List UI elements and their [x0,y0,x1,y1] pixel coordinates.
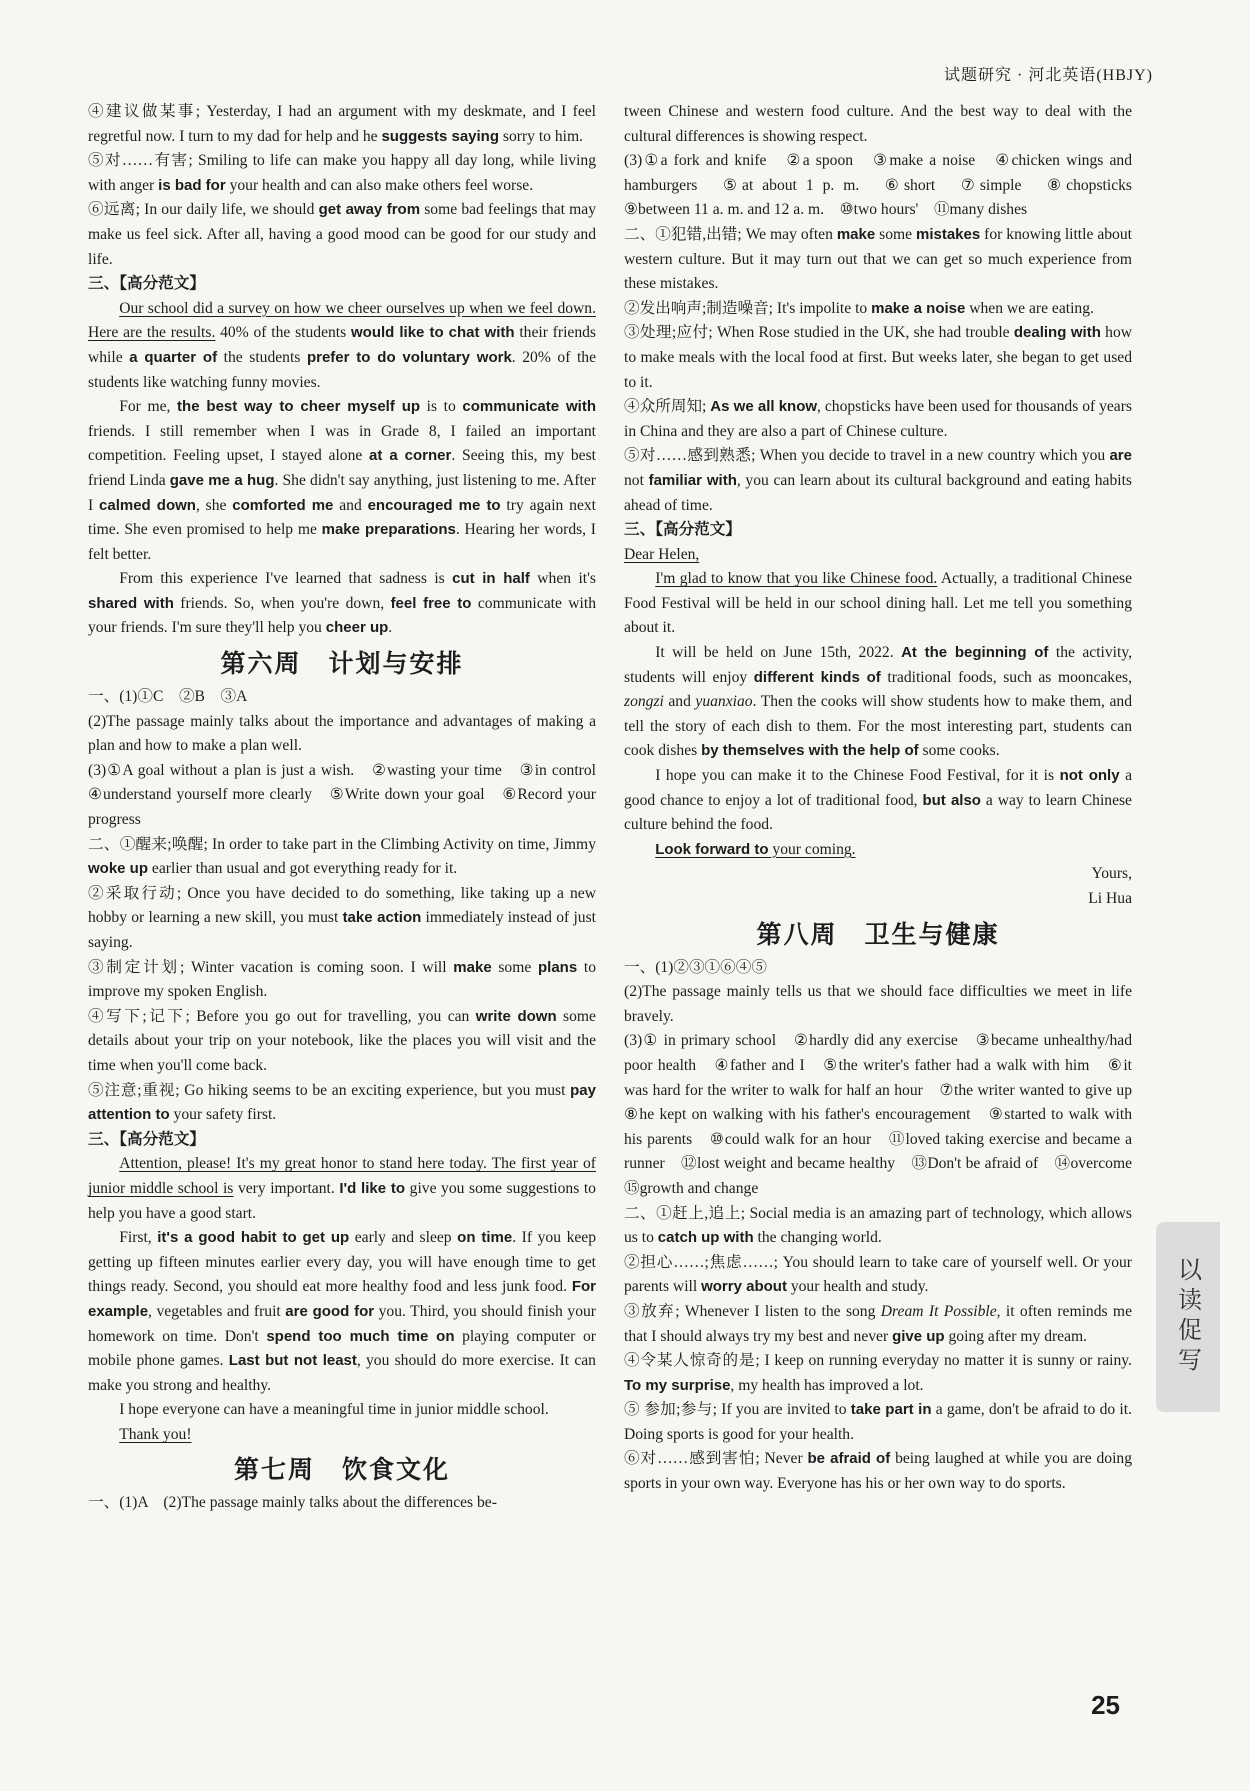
answer-item: ④众所周知; As we all know, chopsticks have been used for thousands of years in China and they are also a part of Chinese culture. [624,398,1132,440]
essay-paragraph: For me, the best way to cheer myself up is to communicate with friends. I still remember when I was in Grade 8, I failed an important competition. Feeling upset, I stayed alone at a corner. Seeing this, my best friend Linda gave me a hug. She didn't say anything, just listening to me. After I calmed down, she comforted me and encouraged me to try again next time. She even promised to help me make preparations. Hearing her words, I felt better. [88,398,597,563]
letter-paragraph: It will be held on June 15th, 2022. At the beginning of the activity, students will enjoy different kinds of traditional foods, such as mooncakes, zongzi and yuanxiao. Then the cooks will show students how to make them, and tell the story of each dish to them. For the most interesting part, students can cook dishes by themselves with the help of some cooks. [624,644,1133,760]
letter-signoff: Yours, [1091,865,1132,883]
answer-item: ③处理;应付; When Rose studied in the UK, she had trouble dealing with how to make meals with the local food at first. But weeks later, she began to get used to it. [624,324,1133,391]
letter-paragraph: I hope you can make it to the Chinese Food Festival, for it is not only a good chance to enjoy a lot of traditional food, but also a way to learn Chinese culture behind the food. [624,767,1132,834]
answer-item: ⑤对……有害; Smiling to life can make you happy all day long, while living with anger is bad for your health and can also make others feel worse. [88,152,596,194]
answer-item: 二、①犯错,出错; We may often make some mistakes for knowing little about western culture. But it may turn out that we can get so much experience from these mistakes. [624,225,1132,293]
answer-item: ⑥对……感到害怕; Never be afraid of being laughed at while you are doing sports in your own way. Everyone has his or her own way to do sports. [624,1450,1132,1493]
letter-salutation: Dear Helen, [624,545,700,563]
answer-item: ④建议做某事; Yesterday, I had an argument with my deskmate, and I feel regretful now. I turn to my dad for help and he suggests saying sorry to him. [88,103,596,145]
letter-paragraph: Look forward to your coming. [655,840,856,858]
answer-item: 一、(1)A (2)The passage mainly talks about the differences be- [88,1494,497,1512]
answer-item: ⑥远离; In our daily life, we should get away from some bad feelings that may make us feel sick. After all, having a good mood can be good for our study and life. [88,201,596,268]
answer-item: ⑤对……感到熟悉; When you decide to travel in a new country which you are not familiar with, you can learn about its cultural background and eating habits ahead of time. [624,447,1132,514]
answer-item: 一、(1)①C ②B ③A [88,688,248,706]
section-heading: 三、【高分范文】 [88,275,205,293]
answer-item: ⑤ 参加;参与; If you are invited to take part in a game, don't be afraid to do it. Doing sports is good for your health. [624,1401,1132,1443]
running-header: 试题研究 · 河北英语(HBJY) [944,67,1153,84]
answer-item: ④令某人惊奇的是; I keep on running everyday no matter it is sunny or rainy. To my surprise, my health has improved a lot. [624,1352,1132,1394]
answer-item: ②担心……;焦虑……; You should learn to take care of yourself well. Or your parents will worry about your health and study. [624,1253,1132,1296]
week-7-heading: 第七周 饮食文化 [233,1455,450,1485]
answer-item: ③放弃; Whenever I listen to the song Dream It Possible, it often reminds me that I should always try my best and never give up going after my dream. [624,1302,1132,1345]
answer-item: 一、(1)②③①⑥④⑤ [624,958,767,976]
answer-item: tween Chinese and western food culture. And the best way to deal with the cultural differences is showing respect. [624,103,1132,145]
answer-item: (3)① in primary school ②hardly did any exercise ③became unhealthy/had poor health ④father and I ⑤the writer's father had a walk with him ⑥it was hard for the writer to walk for half an hour ⑦the writer wanted to give up ⑧he kept on walking with his father's encouragement ⑨started to walk with his parents ⑩could walk for an hour ⑪loved taking exercise and became a runner ⑫lost weight and became healthy ⑬Don't be afraid of ⑭overcome ⑮growth and change [624,1032,1148,1197]
section-heading: 三、【高分范文】 [88,1130,205,1148]
side-tab: 以读促写 [1156,1222,1220,1412]
essay-closing: Thank you! [119,1425,192,1443]
essay-paragraph: I hope everyone can have a meaningful time in junior middle school. [119,1401,549,1419]
answer-item: ③制定计划; Winter vacation is coming soon. I will make some plans to improve my spoken English. [88,958,596,1001]
answer-item: ②发出响声;制造噪音; It's impolite to make a noise when we are eating. [624,299,1094,317]
letter-signature: Li Hua [1088,890,1132,907]
section-heading: 三、【高分范文】 [624,521,741,539]
answer-item: (3)①A goal without a plan is just a wish. ②wasting your time ③in control ④understand yourself more clearly ⑤Write down your goal ⑥Record your progress [88,761,612,829]
answer-item: (2)The passage mainly talks about the importance and advantages of making a plan and how to make a plan well. [88,712,596,755]
week-8-heading: 第八周 卫生与健康 [756,919,1000,949]
page-number: 25 [1091,1690,1120,1720]
answer-item: (3)①a fork and knife ②a spoon ③make a noise ④chicken wings and hamburgers ⑤at about 1 p. m. ⑥short ⑦simple ⑧chopsticks ⑨between 11 a. m. and 12 a. m. ⑩two hours' ⑪many dishes [624,152,1148,219]
answer-item: ⑤注意;重视; Go hiking seems to be an exciting experience, but you must pay attention to your safety first. [88,1081,596,1124]
left-column [88,100,612,1516]
answer-item: (2)The passage mainly tells us that we should face difficulties we meet in life bravely. [624,983,1132,1025]
essay-paragraph: Our school did a survey on how we cheer ourselves up when we feel down. Here are the results. 40% of the students would like to chat with their friends while a quarter of the students prefer to do voluntary work. 20% of the students like watching funny movies. [88,299,597,391]
essay-paragraph: First, it's a good habit to get up early and sleep on time. If you keep getting up fifteen minutes earlier every day, you will have enough time to get things ready. Second, you should eat more healthy food and less junk food. For example, vegetables and fruit are good for you. Third, you should finish your homework on time. Don't spend too much time on playing computer or mobile phone games. Last but not least, you should do more exercise. It can make you strong and healthy. [88,1229,597,1394]
answer-item: 二、①赶上,追上; Social media is an amazing part of technology, which allows us to catch up with the changing world. [624,1204,1132,1247]
essay-paragraph: From this experience I've learned that sadness is cut in half when it's shared with friends. So, when you're down, feel free to communicate with your friends. I'm sure they'll help you cheer up. [88,570,596,637]
essay-paragraph: Attention, please! It's my great honor to stand here today. The first year of junior middle school is very important. I'd like to give you some suggestions to help you have a good start. [88,1155,596,1222]
answer-item: ④写下;记下; Before you go out for travelling, you can write down some details about your trip on your notebook, like the places you will visit and the time when you'll come back. [88,1007,596,1074]
week-6-heading: 第六周 计划与安排 [220,649,464,679]
answer-item: ②采取行动; Once you have decided to do something, like taking up a new hobby or learning a new skill, you must take action immediately instead of just saying. [88,884,596,951]
letter-paragraph: I'm glad to know that you like Chinese food. Actually, a traditional Chinese Food Festival will be held in our school dining hall. Let me tell you something about it. [624,570,1132,637]
right-column [624,100,1148,1497]
answer-item: 二、①醒来;唤醒; In order to take part in the Climbing Activity on time, Jimmy woke up earlier than usual and got everything ready for it. [88,835,596,878]
